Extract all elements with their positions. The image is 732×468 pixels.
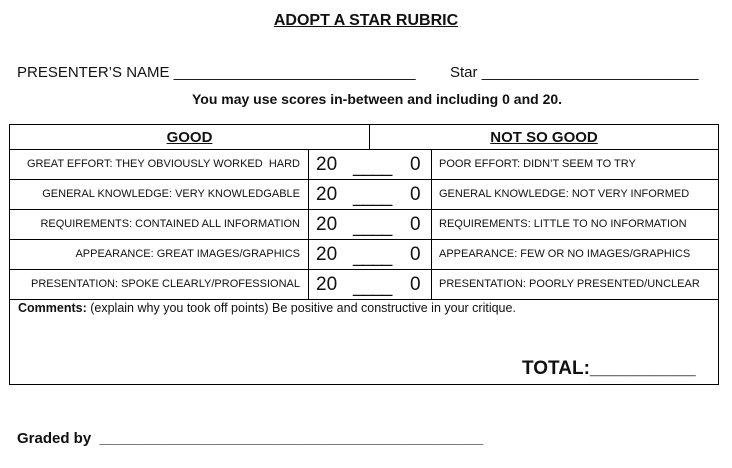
max-score: 20	[316, 214, 338, 235]
scoring-instructions: You may use scores in-between and including 0 and 20.	[191, 91, 563, 107]
min-score: 0	[410, 274, 421, 295]
presenter-name-line[interactable]	[17, 64, 416, 81]
total-score[interactable]: TOTAL:__________	[522, 358, 696, 379]
star-line[interactable]	[450, 64, 699, 81]
good-criterion: GREAT EFFORT: THEY OBVIOUSLY WORKED HARD	[26, 158, 300, 170]
presenter-name-blank[interactable]: _____________________________	[173, 64, 416, 81]
star-label: Star	[450, 64, 478, 81]
header-not-so-good: NOT SO GOOD	[370, 125, 718, 150]
score-blank[interactable]: ____	[353, 246, 392, 267]
max-score: 20	[316, 184, 338, 205]
rubric-row-effort	[10, 150, 718, 180]
min-score: 0	[410, 184, 421, 205]
score-blank[interactable]: ____	[353, 276, 392, 297]
rubric-title: ADOPT A STAR RUBRIC	[273, 12, 459, 29]
min-score: 0	[410, 244, 421, 265]
score-cell[interactable]	[308, 270, 432, 299]
score-cell[interactable]	[308, 240, 432, 269]
rubric-row-presentation	[10, 270, 718, 300]
max-score: 20	[316, 244, 338, 265]
presenter-name-label: PRESENTER’S NAME	[17, 64, 170, 81]
poor-criterion: APPEARANCE: FEW OR NO IMAGES/GRAPHICS	[439, 248, 691, 260]
rubric-table	[9, 124, 719, 385]
header-good: GOOD	[10, 125, 370, 150]
score-cell[interactable]	[308, 180, 432, 209]
score-blank[interactable]: ____	[353, 186, 392, 207]
rubric-row-requirements	[10, 210, 718, 240]
comments-label: Comments:	[18, 301, 87, 315]
graded-by-line[interactable]: Graded by ______________________________________________	[17, 430, 484, 447]
poor-criterion: POOR EFFORT: DIDN’T SEEM TO TRY	[439, 158, 636, 170]
poor-criterion: REQUIREMENTS: LITTLE TO NO INFORMATION	[439, 218, 687, 230]
score-cell[interactable]	[308, 210, 432, 239]
poor-criterion: PRESENTATION: POORLY PRESENTED/UNCLEAR	[439, 278, 700, 290]
min-score: 0	[410, 154, 421, 175]
comments-area[interactable]	[18, 301, 708, 315]
score-cell[interactable]	[308, 150, 432, 179]
rubric-row-knowledge	[10, 180, 718, 210]
good-criterion: REQUIREMENTS: CONTAINED ALL INFORMATION	[40, 218, 300, 230]
star-blank[interactable]: __________________________	[481, 64, 699, 81]
max-score: 20	[316, 274, 338, 295]
comments-prompt: (explain why you took off points) Be positive and constructive in your critique.	[86, 301, 516, 315]
poor-criterion: GENERAL KNOWLEDGE: NOT VERY INFORMED	[439, 188, 690, 200]
score-blank[interactable]: ____	[353, 156, 392, 177]
good-criterion: GENERAL KNOWLEDGE: VERY KNOWLEDGABLE	[42, 188, 300, 200]
score-blank[interactable]: ____	[353, 216, 392, 237]
good-criterion: APPEARANCE: GREAT IMAGES/GRAPHICS	[75, 248, 300, 260]
rubric-row-appearance	[10, 240, 718, 270]
good-criterion: PRESENTATION: SPOKE CLEARLY/PROFESSIONAL	[31, 278, 300, 290]
max-score: 20	[316, 154, 338, 175]
min-score: 0	[410, 214, 421, 235]
